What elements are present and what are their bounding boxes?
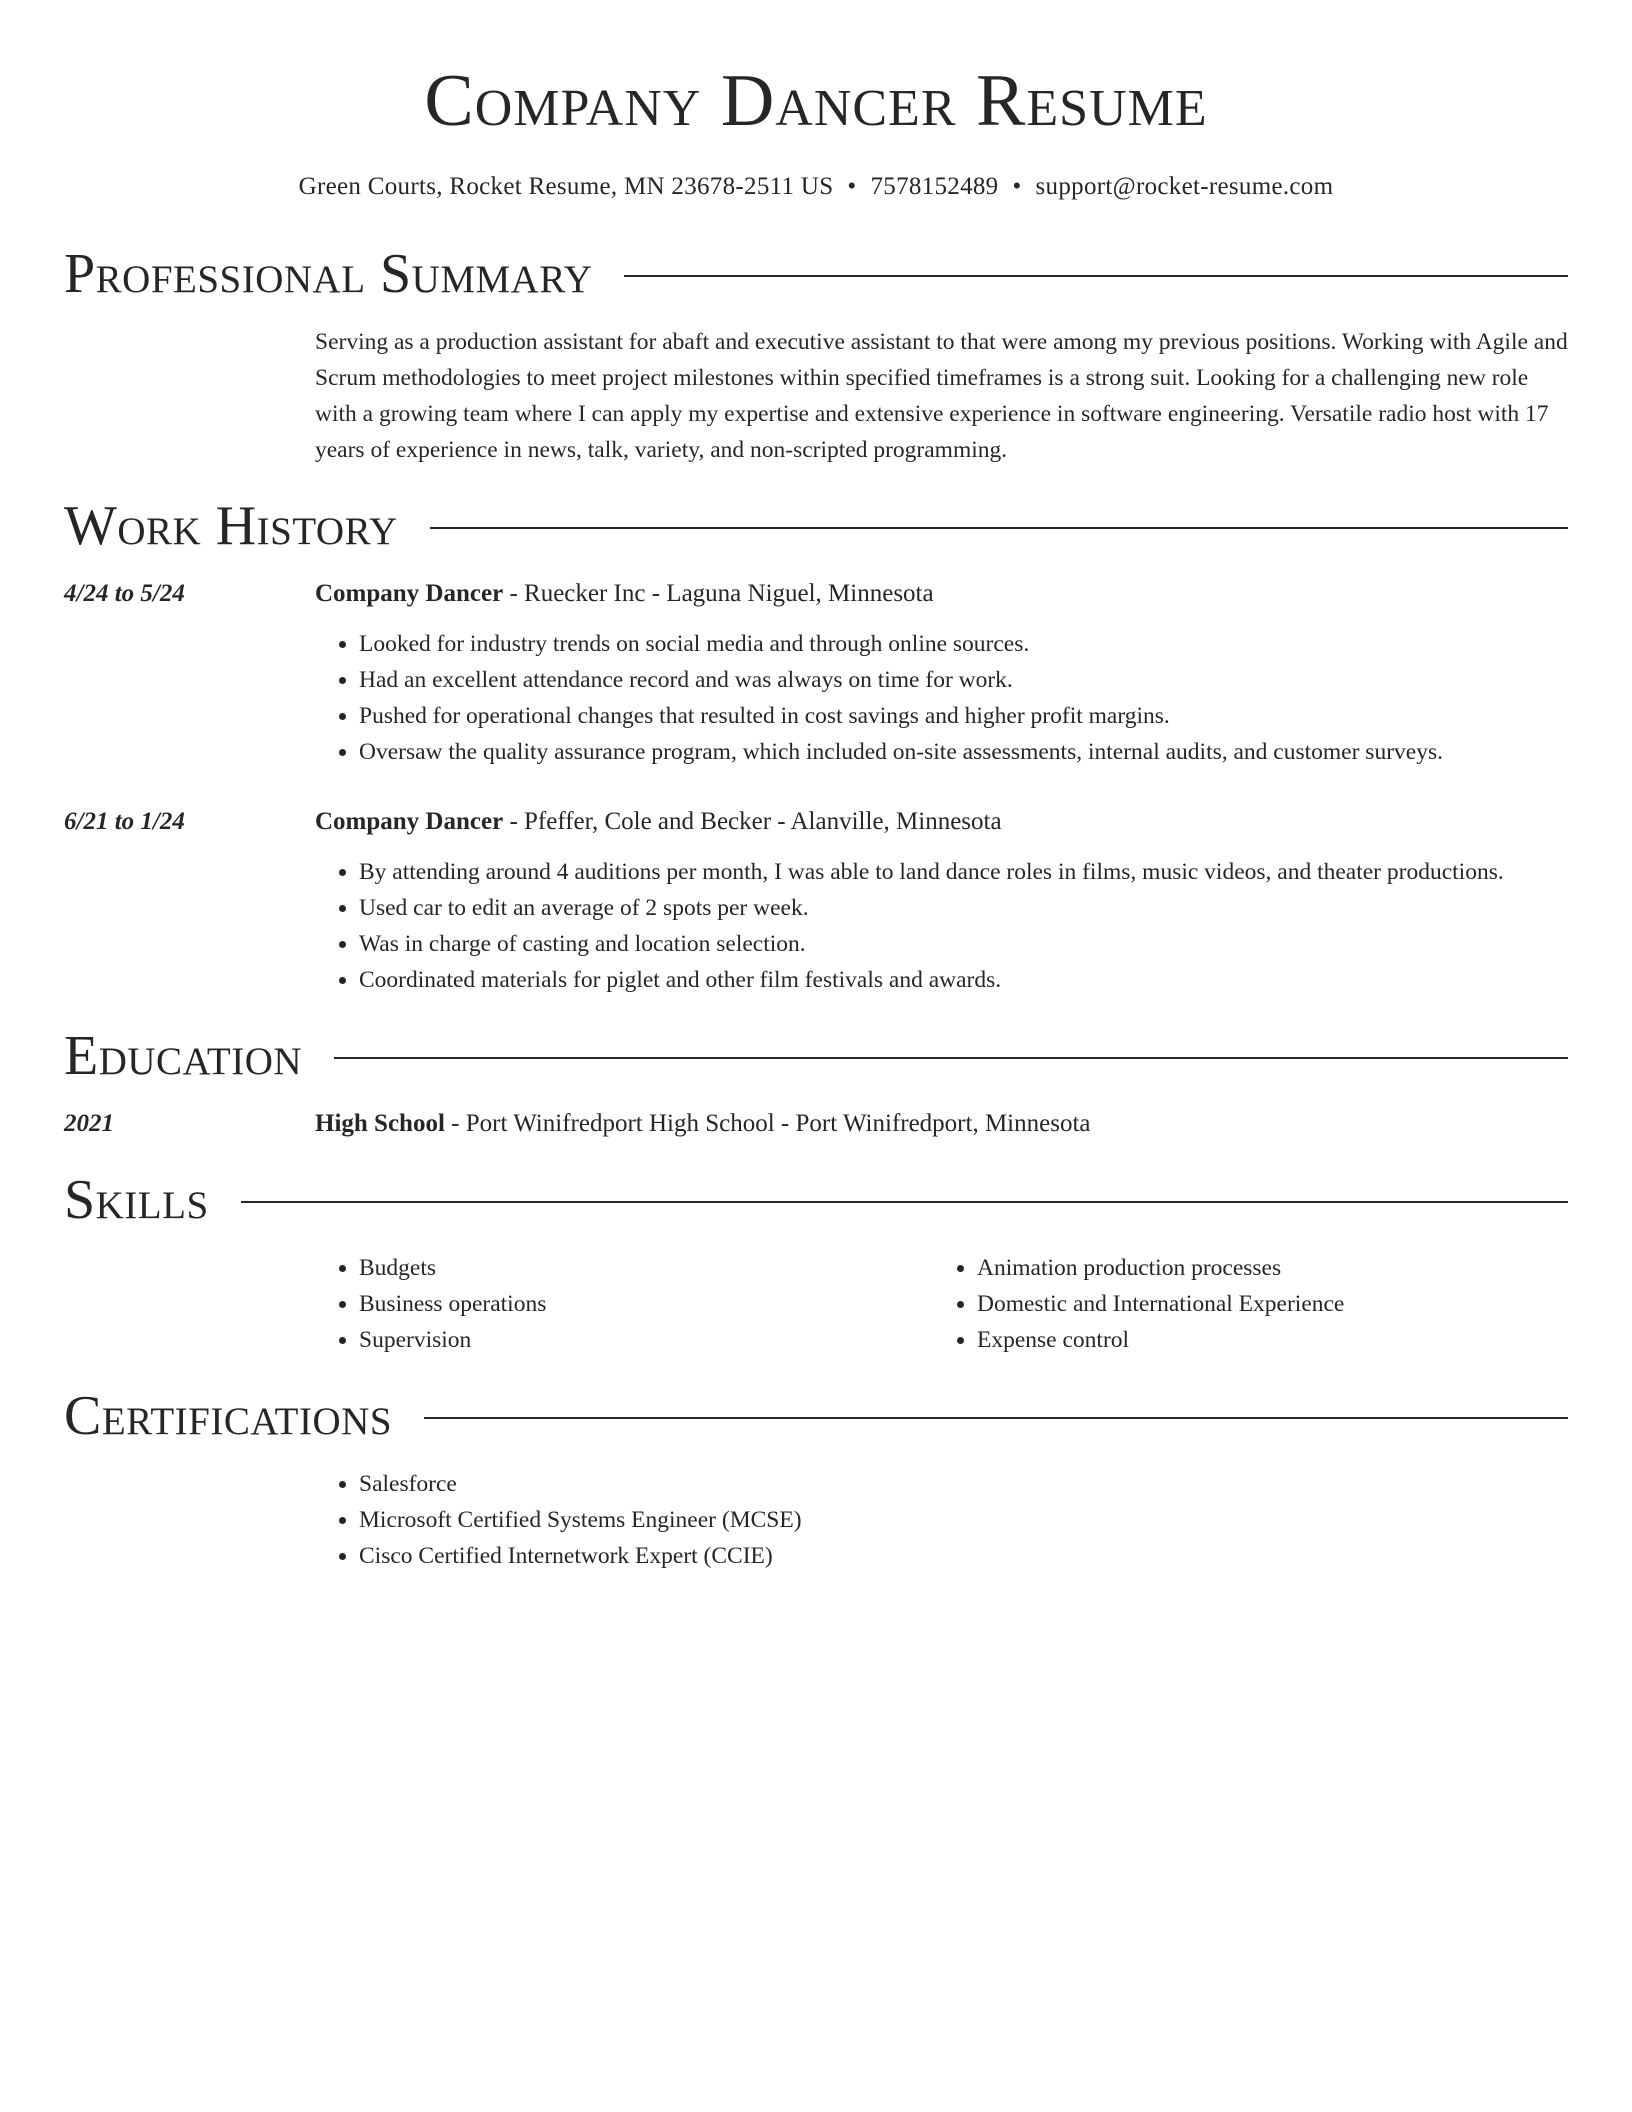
job-body	[315, 804, 1568, 998]
job-heading	[315, 576, 1568, 612]
skills-column-left	[315, 1250, 933, 1358]
section-divider	[334, 1057, 1568, 1059]
certifications-items	[315, 1466, 1568, 1574]
list-item: • Animation production processes	[977, 1250, 1551, 1286]
job-details: - Ruecker Inc - Laguna Niguel, Minnesota	[503, 580, 934, 607]
education-degree: High School	[315, 1110, 445, 1137]
list-item: • Domestic and International Experience	[977, 1286, 1551, 1322]
job-bullets	[315, 626, 1568, 770]
list-item: • Oversaw the quality assurance program, which included on-site assessments, internal audits, and customer surveys.	[359, 734, 1568, 770]
education-heading	[315, 1106, 1091, 1142]
list-item: • Looked for industry trends on social media and through online sources.	[359, 626, 1568, 662]
summary-section-header	[64, 243, 1568, 305]
list-item: • Salesforce	[359, 1466, 1568, 1502]
separator-dot: •	[847, 173, 857, 200]
certifications-list	[315, 1466, 1568, 1574]
education-details: - Port Winifredport High School - Port Winifredport, Minnesota	[444, 1110, 1091, 1137]
section-divider	[430, 527, 1568, 529]
list-item: • By attending around 4 auditions per month, I was able to land dance roles in films, music videos, and theater productions.	[359, 854, 1568, 890]
job-entry	[64, 576, 1568, 770]
list-item: • Microsoft Certified Systems Engineer (MCSE)	[359, 1502, 1568, 1538]
job-body	[315, 576, 1568, 770]
work-section-header	[64, 495, 1568, 557]
job-details: - Pfeffer, Cole and Becker - Alanville, Minnesota	[503, 808, 1002, 835]
summary-text: Serving as a production assistant for abaft and executive assistant to that were among my previous positions. Working with Agile and Scrum methodologies to meet project milestones within specified timeframes is a strong suit. Looking for a challenging new role with a growing team where I can apply my expertise and extensive experience in software engineering. Versatile radio host with 17 years of experience in news, talk, variety, and non-scripted programming.	[315, 329, 1568, 463]
skills-section-header	[64, 1169, 1568, 1231]
list-item: • Supervision	[359, 1322, 933, 1358]
section-heading: Education	[64, 1025, 303, 1087]
education-year: 2021	[64, 1110, 114, 1137]
section-heading: Professional Summary	[64, 243, 593, 305]
list-item: • Coordinated materials for piglet and other film festivals and awards.	[359, 962, 1568, 998]
list-item: • Pushed for operational changes that resulted in cost savings and higher profit margins.	[359, 698, 1568, 734]
skills-list	[315, 1250, 1568, 1358]
job-dates: 6/21 to 1/24	[64, 808, 185, 835]
job-title: Company Dancer	[315, 580, 504, 607]
section-heading: Certifications	[64, 1385, 393, 1447]
list-item: • Was in charge of casting and location selection.	[359, 926, 1568, 962]
list-item: • Cisco Certified Internetwork Expert (CCIE)	[359, 1538, 1568, 1574]
phone: 7578152489	[870, 173, 999, 200]
resume-title: Company Dancer Resume	[424, 60, 1208, 142]
certifications-section-header	[64, 1385, 1568, 1447]
section-heading: Work History	[64, 495, 398, 557]
resume-page	[64, 0, 1568, 1574]
job-title: Company Dancer	[315, 808, 504, 835]
email: support@rocket-resume.com	[1035, 173, 1334, 200]
list-item: • Had an excellent attendance record and was always on time for work.	[359, 662, 1568, 698]
education-entry	[64, 1106, 1568, 1142]
separator-dot: •	[1012, 173, 1022, 200]
section-divider	[241, 1201, 1568, 1203]
contact-line	[64, 172, 1568, 202]
job-heading	[315, 804, 1568, 840]
section-divider	[424, 1417, 1568, 1419]
section-heading: Skills	[64, 1169, 209, 1231]
list-item: • Business operations	[359, 1286, 933, 1322]
address: Green Courts, Rocket Resume, MN 23678-2511 US	[298, 173, 834, 200]
skills-column-right	[933, 1250, 1551, 1358]
section-divider	[624, 275, 1568, 277]
education-section-header	[64, 1025, 1568, 1087]
job-bullets	[315, 854, 1568, 998]
job-entry	[64, 804, 1568, 998]
job-dates: 4/24 to 5/24	[64, 580, 185, 607]
list-item: • Expense control	[977, 1322, 1551, 1358]
list-item: • Used car to edit an average of 2 spots per week.	[359, 890, 1568, 926]
list-item: • Budgets	[359, 1250, 933, 1286]
